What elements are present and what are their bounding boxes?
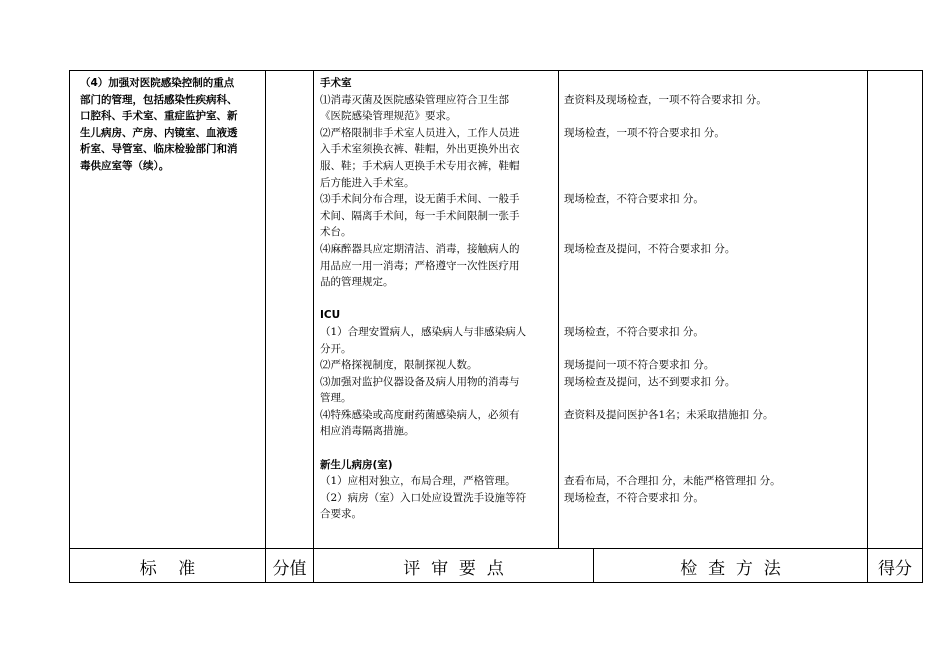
method-line: 现场检查，不符合要求扣 分。 — [564, 325, 704, 338]
point-line: 品的管理规定。 — [320, 276, 394, 289]
col-divider-3 — [558, 71, 559, 548]
spacer — [564, 158, 864, 175]
point-line: （2）病房（室）入口处应设置洗手设施等符 — [320, 491, 527, 504]
method-line: 现场检查及提问，不符合要求扣 分。 — [564, 242, 736, 255]
spacer — [564, 108, 864, 125]
point-line: 术台。 — [320, 226, 352, 239]
spacer — [564, 224, 864, 241]
method-line: 查资料及提问医护各1名；未采取措施扣 分。 — [564, 408, 774, 421]
spacer — [564, 274, 864, 291]
review-table — [69, 70, 923, 583]
section-title-or: 手术室 — [320, 77, 352, 89]
point-line: （1）应相对独立，布局合理，严格管理。 — [320, 475, 516, 488]
point-line: 分开。 — [320, 342, 352, 355]
method-line: 查资料及现场检查，一项不符合要求扣 分。 — [564, 93, 767, 106]
point-line: 合要求。 — [320, 508, 362, 521]
spacer — [320, 440, 556, 457]
point-line: 相应消毒隔离措施。 — [320, 425, 415, 438]
spacer — [564, 423, 864, 440]
point-line: ⑷麻醉器具应定期清洁、消毒，接触病人的 — [320, 242, 520, 255]
review-points-cell — [320, 75, 556, 523]
section-title-icu: ICU — [320, 309, 341, 322]
spacer — [564, 258, 864, 275]
scope-cell — [80, 75, 260, 175]
method-line: 现场提问一项不符合要求扣 分。 — [564, 359, 715, 372]
check-methods-cell — [564, 75, 864, 506]
col-divider-2 — [313, 71, 314, 583]
point-line: ⑷特殊感染或高度耐药菌感染病人，必须有 — [320, 408, 520, 421]
point-line: 服、鞋；手术病人更换手术专用衣裤，鞋帽 — [320, 159, 520, 172]
method-line: 现场检查，不符合要求扣 分。 — [564, 193, 704, 206]
point-line: ⑵严格限制非手术室人员进入，工作人员进 — [320, 126, 520, 139]
method-line: 现场检查及提问，达不到要求扣 分。 — [564, 375, 736, 388]
header-check-method: 检 查 方 法 — [680, 558, 781, 579]
point-line: 入手术室须换衣裤、鞋帽，外出更换外出衣 — [320, 143, 520, 156]
spacer — [564, 457, 864, 474]
scope-line: 部门的管理，包括感染性疾病科、 — [80, 93, 238, 106]
spacer — [564, 291, 864, 308]
header-review-points: 评 审 要 点 — [403, 558, 504, 579]
point-line: 术间、隔离手术间，每一手术间限制一张手 — [320, 209, 520, 222]
scope-line: 口腔科、手术室、重症监护室、新 — [80, 110, 238, 123]
point-line: 用品应一用一消毒；严格遵守一次性医疗用 — [320, 259, 520, 272]
header-score-value: 分值 — [272, 558, 307, 579]
spacer — [564, 75, 864, 92]
section-title-neonatal: 新生儿病房(室) — [320, 458, 393, 471]
point-line: ⑴消毒灭菌及医院感染管理应符合卫生部 — [320, 93, 509, 106]
spacer — [564, 141, 864, 158]
col-divider-1 — [265, 71, 266, 583]
method-line: 现场检查，一项不符合要求扣 分。 — [564, 126, 725, 139]
spacer — [564, 390, 864, 407]
point-line: ⑶手术间分布合理，设无菌手术间、一般手 — [320, 193, 520, 206]
scope-line: 析室、导管室、临床检验部门和消 — [80, 143, 238, 156]
spacer — [564, 341, 864, 358]
header-score: 得分 — [878, 558, 912, 579]
spacer — [564, 208, 864, 225]
scope-line: 生儿病房、产房、内镜室、血液透 — [80, 126, 238, 139]
point-line: 管理。 — [320, 392, 352, 405]
header-standard: 标 准 — [139, 558, 196, 579]
point-line: （1）合理安置病人，感染病人与非感染病人 — [320, 325, 527, 338]
spacer — [564, 307, 864, 324]
point-line: 《医院感染管理规范》要求。 — [320, 110, 457, 123]
point-line: 后方能进入手术室。 — [320, 176, 415, 189]
col-divider-5 — [867, 71, 868, 583]
method-line: 查看布局，不合理扣 分，未能严格管理扣 分。 — [564, 475, 781, 488]
point-line: ⑵严格探视制度，限制探视人数。 — [320, 359, 478, 372]
spacer — [564, 440, 864, 457]
point-line: ⑶加强对监护仪器设备及病人用物的消毒与 — [320, 375, 520, 388]
spacer — [320, 291, 556, 308]
scope-line: 毒供应室等（续）。 — [80, 159, 170, 172]
spacer — [564, 175, 864, 192]
scope-line: （4）加强对医院感染控制的重点 — [80, 77, 235, 89]
method-line: 现场检查，不符合要求扣 分。 — [564, 491, 704, 504]
